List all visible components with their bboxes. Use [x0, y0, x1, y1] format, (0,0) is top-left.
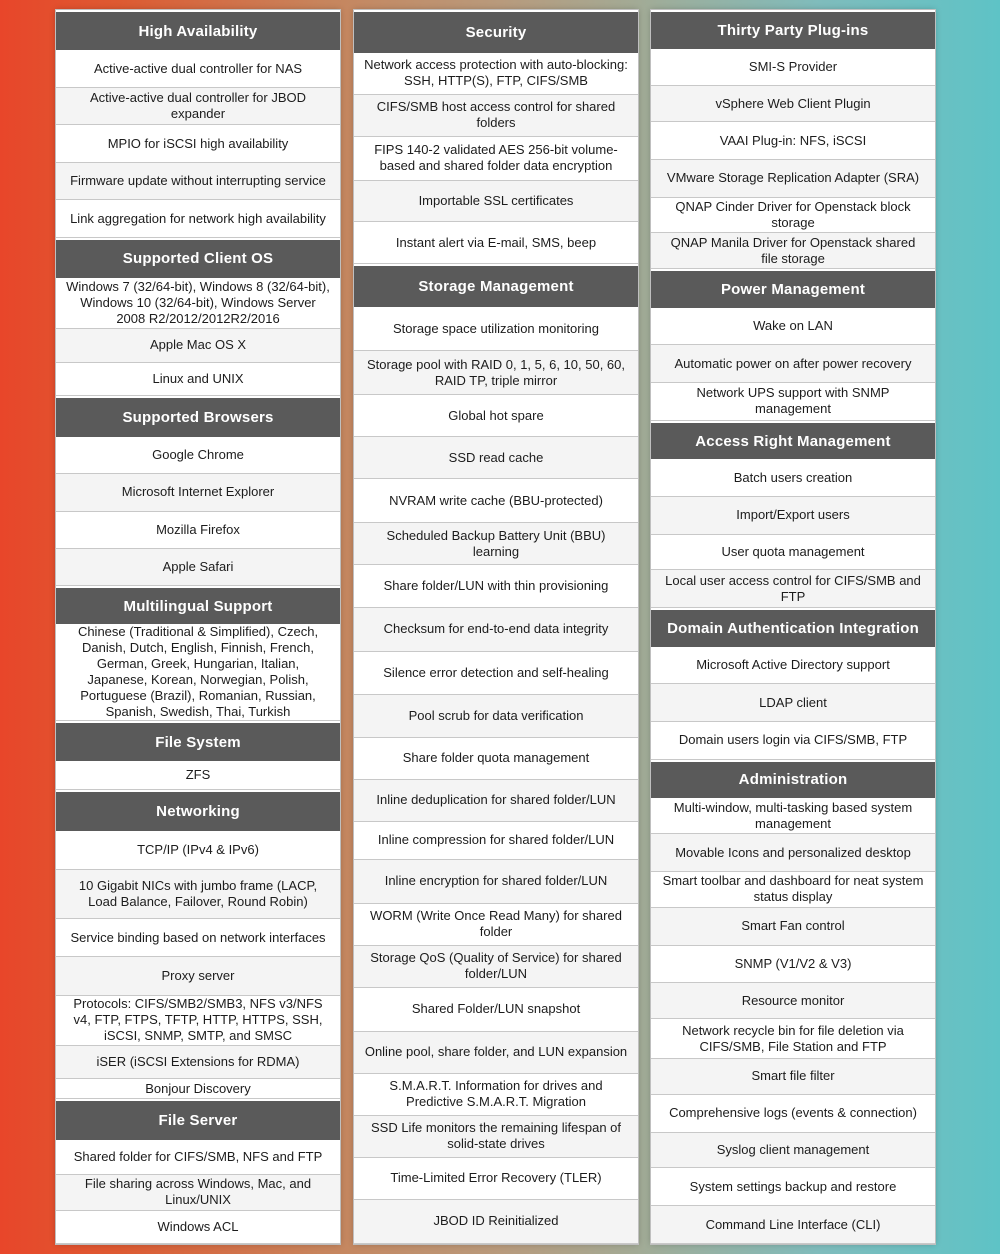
feature-item: Pool scrub for data verification	[354, 695, 638, 737]
feature-item: Domain users login via CIFS/SMB, FTP	[651, 722, 935, 760]
feature-item: Share folder/LUN with thin provisioning	[354, 565, 638, 607]
feature-item: LDAP client	[651, 684, 935, 722]
feature-item: SSD Life monitors the remaining lifespan of solid-state drives	[354, 1116, 638, 1158]
section-header: Power Management	[651, 269, 935, 308]
section-header: Multilingual Support	[56, 586, 340, 624]
feature-item: vSphere Web Client Plugin	[651, 86, 935, 122]
section-thirty-party-plug-ins	[651, 10, 935, 269]
section-security	[354, 10, 638, 264]
feature-item: iSER (iSCSI Extensions for RDMA)	[56, 1046, 340, 1080]
feature-item: Movable Icons and personalized desktop	[651, 834, 935, 872]
feature-item: Proxy server	[56, 957, 340, 996]
feature-item: Command Line Interface (CLI)	[651, 1206, 935, 1244]
section-header: Access Right Management	[651, 421, 935, 460]
feature-item: Active-active dual controller for JBOD expander	[56, 88, 340, 125]
feature-item: WORM (Write Once Read Many) for shared folder	[354, 904, 638, 946]
feature-item: TCP/IP (IPv4 & IPv6)	[56, 831, 340, 870]
feature-item: Link aggregation for network high availability	[56, 200, 340, 237]
feature-item: Inline compression for shared folder/LUN	[354, 822, 638, 860]
feature-item: Batch users creation	[651, 459, 935, 497]
section-file-server	[56, 1099, 340, 1244]
feature-item: NVRAM write cache (BBU-protected)	[354, 479, 638, 523]
feature-item: VAAI Plug-in: NFS, iSCSI	[651, 122, 935, 160]
section-multilingual-support	[56, 586, 340, 721]
section-header: Supported Client OS	[56, 238, 340, 278]
feature-item: Syslog client management	[651, 1133, 935, 1169]
section-header: Storage Management	[354, 264, 638, 307]
feature-item: MPIO for iSCSI high availability	[56, 125, 340, 162]
feature-item: SMI-S Provider	[651, 49, 935, 87]
feature-item: CIFS/SMB host access control for shared folders	[354, 95, 638, 137]
section-header: Security	[354, 10, 638, 53]
section-domain-authentication-integration	[651, 608, 935, 760]
feature-item: Scheduled Backup Battery Unit (BBU) learning	[354, 523, 638, 565]
feature-item: Inline deduplication for shared folder/LUN	[354, 780, 638, 822]
feature-item: Smart Fan control	[651, 908, 935, 946]
feature-item: QNAP Manila Driver for Openstack shared file storage	[651, 233, 935, 269]
section-power-management	[651, 269, 935, 421]
feature-item: Inline encryption for shared folder/LUN	[354, 860, 638, 904]
feature-item: Active-active dual controller for NAS	[56, 50, 340, 87]
feature-item: Linux and UNIX	[56, 363, 340, 397]
section-header: High Availability	[56, 10, 340, 50]
feature-item: Network recycle bin for file deletion via CIFS/SMB, File Station and FTP	[651, 1019, 935, 1059]
feature-item: Smart toolbar and dashboard for neat system status display	[651, 872, 935, 908]
section-header: Supported Browsers	[56, 396, 340, 436]
feature-item: Import/Export users	[651, 497, 935, 535]
section-networking	[56, 790, 340, 1099]
feature-item: Chinese (Traditional & Simplified), Czech, Danish, Dutch, English, Finnish, French, German, Greek, Hungarian, Italian, Japanese, Korean, Norwegian, Polish, Portuguese (Brazil), Romanian, Russian, Spanish, Swedish, Thai, Turkish	[56, 624, 340, 721]
feature-item: SSD read cache	[354, 437, 638, 479]
feature-item: VMware Storage Replication Adapter (SRA)	[651, 160, 935, 198]
section-storage-management	[354, 264, 638, 1244]
feature-item: S.M.A.R.T. Information for drives and Predictive S.M.A.R.T. Migration	[354, 1074, 638, 1116]
feature-item: Local user access control for CIFS/SMB and FTP	[651, 570, 935, 608]
feature-item: Windows ACL	[56, 1211, 340, 1245]
feature-item: Checksum for end-to-end data integrity	[354, 608, 638, 652]
feature-item: QNAP Cinder Driver for Openstack block storage	[651, 198, 935, 234]
feature-item: ZFS	[56, 761, 340, 790]
feature-item: Storage QoS (Quality of Service) for shared folder/LUN	[354, 946, 638, 988]
feature-item: Apple Mac OS X	[56, 329, 340, 363]
section-header: File Server	[56, 1099, 340, 1139]
feature-item: Windows 7 (32/64-bit), Windows 8 (32/64-bit), Windows 10 (32/64-bit), Windows Server 2008 R2/2012/2012R2/2016	[56, 278, 340, 329]
section-supported-client-os	[56, 238, 340, 396]
feature-item: Google Chrome	[56, 437, 340, 474]
section-header: Networking	[56, 790, 340, 830]
feature-item: Apple Safari	[56, 549, 340, 586]
feature-item: Storage space utilization monitoring	[354, 307, 638, 351]
feature-item: Global hot spare	[354, 395, 638, 437]
feature-item: Protocols: CIFS/SMB2/SMB3, NFS v3/NFS v4, FTP, FTPS, TFTP, HTTP, HTTPS, SSH, iSCSI, SNMP, SMTP, and SMSC	[56, 996, 340, 1045]
section-header: Thirty Party Plug-ins	[651, 10, 935, 49]
feature-item: Multi-window, multi-tasking based system management	[651, 798, 935, 834]
section-file-system	[56, 721, 340, 790]
feature-item: Comprehensive logs (events & connection)	[651, 1095, 935, 1133]
feature-item: Smart file filter	[651, 1059, 935, 1095]
feature-item: File sharing across Windows, Mac, and Linux/UNIX	[56, 1175, 340, 1210]
feature-item: FIPS 140-2 validated AES 256-bit volume-based and shared folder data encryption	[354, 137, 638, 181]
section-supported-browsers	[56, 396, 340, 586]
section-administration	[651, 760, 935, 1244]
section-header: File System	[56, 721, 340, 761]
section-header: Domain Authentication Integration	[651, 608, 935, 647]
feature-item: Silence error detection and self-healing	[354, 652, 638, 696]
feature-column-1	[56, 10, 340, 1244]
feature-item: Microsoft Internet Explorer	[56, 474, 340, 511]
feature-item: Storage pool with RAID 0, 1, 5, 6, 10, 50, 60, RAID TP, triple mirror	[354, 351, 638, 395]
feature-item: Importable SSL certificates	[354, 181, 638, 223]
feature-item: SNMP (V1/V2 & V3)	[651, 946, 935, 984]
feature-item: Network access protection with auto-blocking: SSH, HTTP(S), FTP, CIFS/SMB	[354, 53, 638, 95]
feature-item: User quota management	[651, 535, 935, 571]
feature-item: Service binding based on network interfaces	[56, 919, 340, 957]
section-access-right-management	[651, 421, 935, 608]
feature-column-2	[354, 10, 638, 1244]
feature-item: Automatic power on after power recovery	[651, 345, 935, 383]
feature-item: System settings backup and restore	[651, 1168, 935, 1206]
feature-item: Share folder quota management	[354, 738, 638, 780]
feature-item: Bonjour Discovery	[56, 1079, 340, 1099]
feature-item: Instant alert via E-mail, SMS, beep	[354, 222, 638, 264]
feature-item: Mozilla Firefox	[56, 512, 340, 549]
feature-item: Online pool, share folder, and LUN expansion	[354, 1032, 638, 1074]
feature-item: Shared Folder/LUN snapshot	[354, 988, 638, 1032]
feature-item: Resource monitor	[651, 983, 935, 1019]
feature-column-3	[651, 10, 935, 1244]
feature-item: Microsoft Active Directory support	[651, 647, 935, 685]
feature-item: Wake on LAN	[651, 308, 935, 346]
section-header: Administration	[651, 760, 935, 799]
feature-item: Shared folder for CIFS/SMB, NFS and FTP	[56, 1140, 340, 1175]
feature-item: Firmware update without interrupting service	[56, 163, 340, 200]
feature-item: 10 Gigabit NICs with jumbo frame (LACP, Load Balance, Failover, Round Robin)	[56, 870, 340, 919]
feature-item: Time-Limited Error Recovery (TLER)	[354, 1158, 638, 1200]
feature-item: Network UPS support with SNMP management	[651, 383, 935, 421]
section-high-availability	[56, 10, 340, 238]
feature-item: JBOD ID Reinitialized	[354, 1200, 638, 1244]
